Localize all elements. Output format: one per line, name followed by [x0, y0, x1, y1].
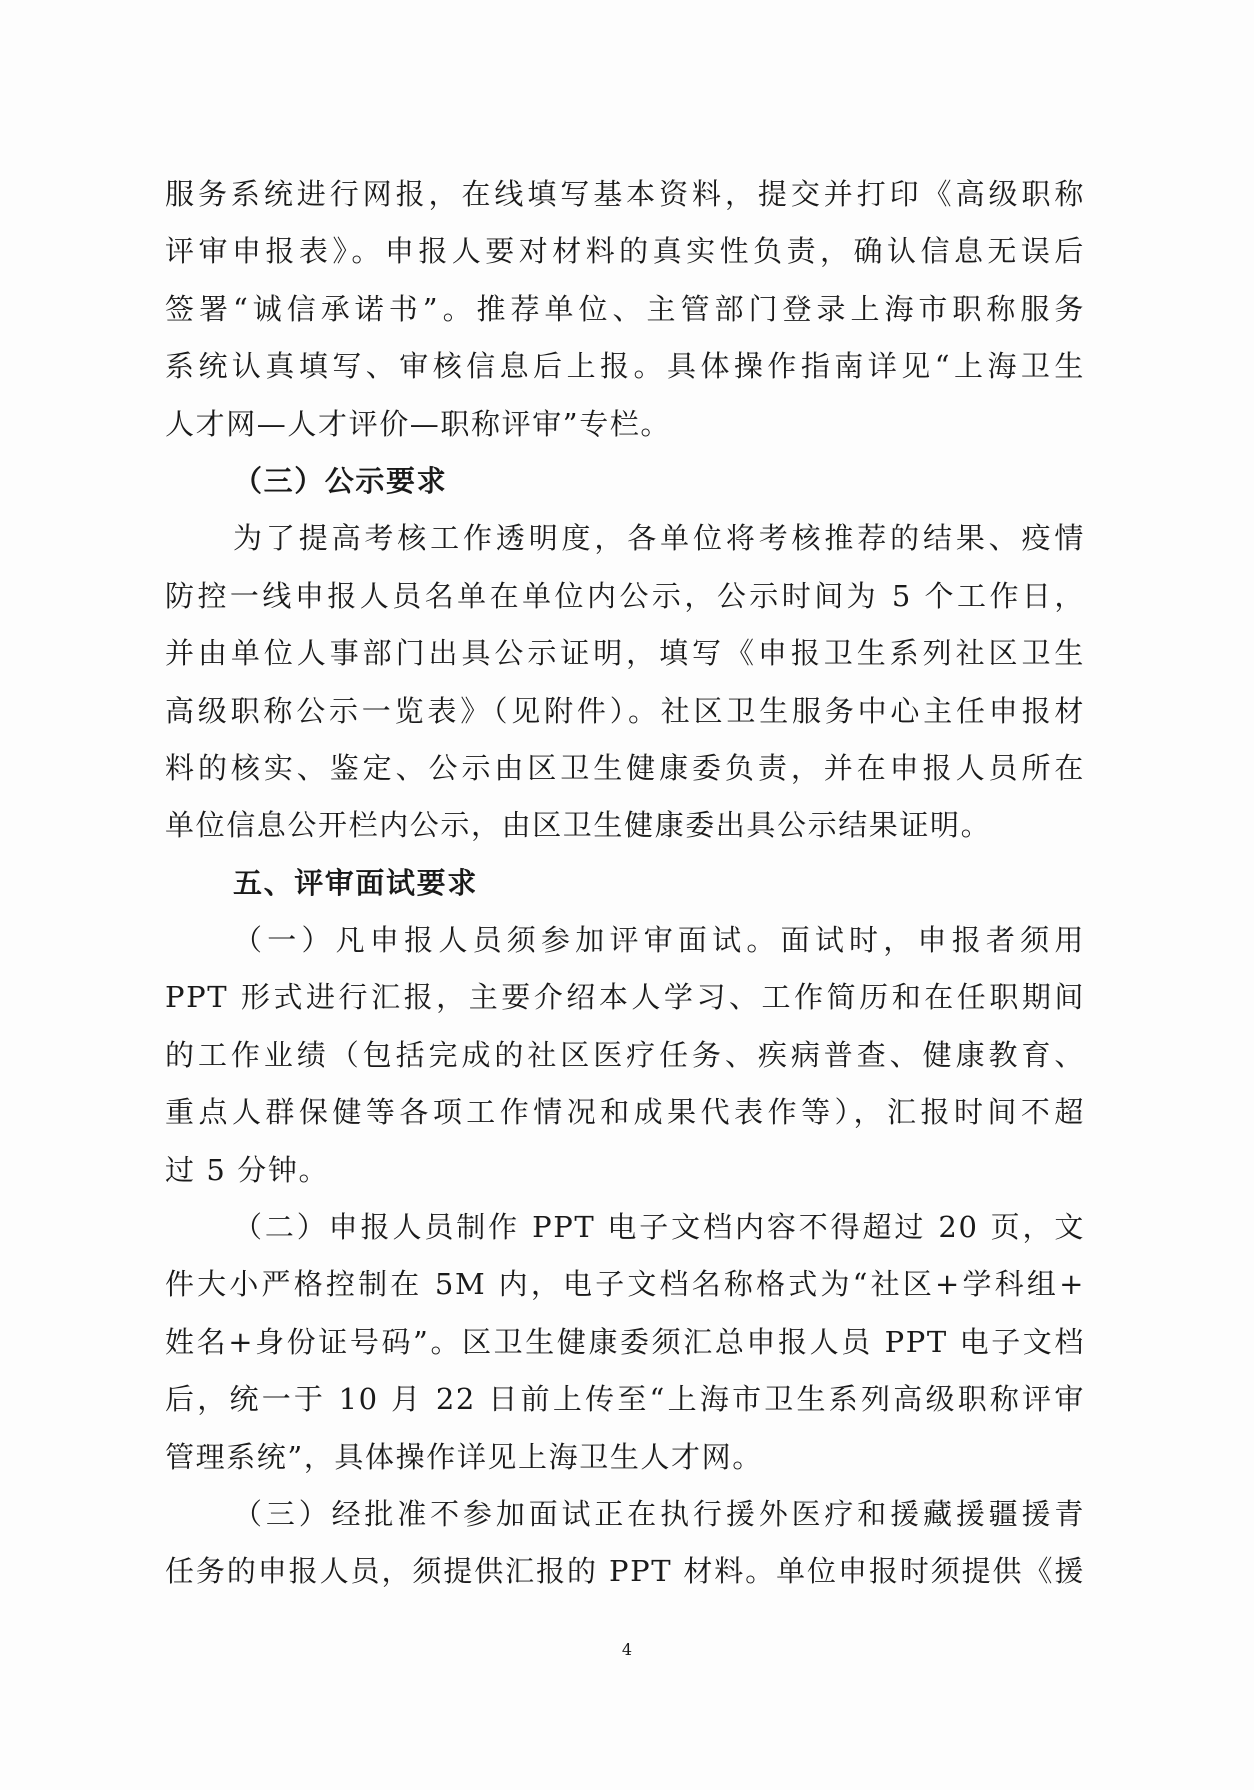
text-line: 为了提高考核工作透明度，各单位将考核推荐的结果、疫情	[233, 521, 1085, 556]
text-line: 件大小严格控制在 5M 内，电子文档名称格式为“社区+学科组+	[165, 1267, 1085, 1302]
text-line: 签署“诚信承诺书”。推荐单位、主管部门登录上海市职称服务	[165, 291, 1085, 326]
text-line: 重点人群保健等各项工作情况和成果代表作等），汇报时间不超	[165, 1095, 1085, 1130]
text-line: 料的核实、鉴定、公示由区卫生健康委负责，并在申报人员所在	[165, 750, 1085, 785]
text-line: 后，统一于 10 月 22 日前上传至“上海市卫生系列高级职称评审	[165, 1382, 1085, 1417]
text-line: 人才网—人才评价—职称评审”专栏。	[165, 406, 672, 441]
text-line: 管理系统”，具体操作详见上海卫生人才网。	[165, 1439, 763, 1474]
text-line: 评审申报表》。申报人要对材料的真实性负责，确认信息无误后	[165, 234, 1085, 269]
text-line: 姓名+身份证号码”。区卫生健康委须汇总申报人员 PPT 电子文档	[165, 1324, 1085, 1359]
text-line: 单位信息公开栏内公示，由区卫生健康委出具公示结果证明。	[165, 808, 992, 843]
section-heading-interview: 五、评审面试要求	[233, 865, 478, 900]
text-line: 的工作业绩（包括完成的社区医疗任务、疾病普查、健康教育、	[165, 1037, 1085, 1072]
text-line: （二）申报人员制作 PPT 电子文档内容不得超过 20 页，文	[233, 1210, 1085, 1245]
text-line: （一）凡申报人员须参加评审面试。面试时，申报者须用	[233, 923, 1085, 958]
text-line: 系统认真填写、审核信息后上报。具体操作指南详见“上海卫生	[165, 349, 1085, 384]
text-line: 并由单位人事部门出具公示证明，填写《申报卫生系列社区卫生	[165, 636, 1085, 671]
body-text	[165, 166, 1085, 1601]
text-line: （三）经批准不参加面试正在执行援外医疗和援藏援疆援青	[233, 1496, 1085, 1531]
text-line: 防控一线申报人员名单在单位内公示，公示时间为 5 个工作日，	[165, 578, 1085, 613]
text-line: 任务的申报人员，须提供汇报的 PPT 材料。单位申报时须提供《援	[165, 1554, 1085, 1589]
section-heading-publicity: （三）公示要求	[233, 463, 448, 498]
text-line: 服务系统进行网报，在线填写基本资料，提交并打印《高级职称	[165, 177, 1085, 211]
text-line: PPT 形式进行汇报，主要介绍本人学习、工作简历和在任职期间	[165, 980, 1085, 1015]
page-number: 4	[621, 1640, 633, 1659]
text-line: 高级职称公示一览表》（见附件）。社区卫生服务中心主任申报材	[165, 693, 1085, 728]
text-line: 过 5 分钟。	[165, 1152, 330, 1187]
